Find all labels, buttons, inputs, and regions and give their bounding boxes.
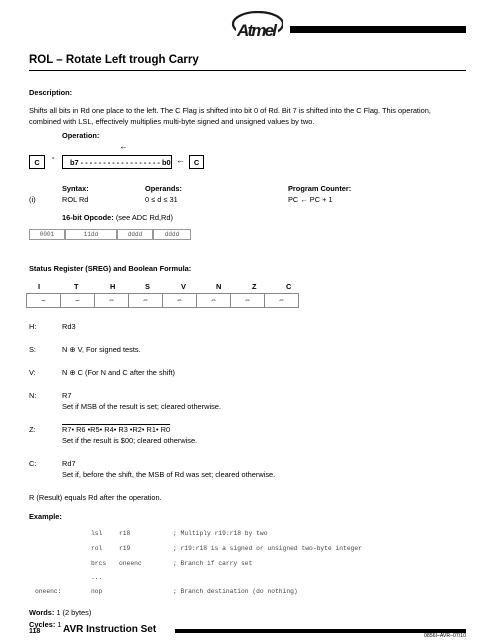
sreg-flag-label: V <box>181 282 186 291</box>
operation-carry-left <box>29 155 45 169</box>
opcode-cell: dddd <box>117 229 153 240</box>
sreg-value: ⇔ <box>231 294 265 307</box>
footer-page-number: 118 <box>29 628 41 635</box>
page-title: ROL – Rotate Left trough Carry <box>29 54 199 66</box>
sreg-flag-label: I <box>38 282 41 291</box>
example-label: oneenc: <box>35 588 62 595</box>
program-counter-value: PC ← PC + 1 <box>288 195 333 204</box>
description-line-1: Shifts all bits in Rd one place to the left. The C Flag is shifted into bit 0 of Rd. Bit 7 is shifted into the C Flag. This operation, <box>29 106 431 115</box>
footer-rule <box>175 629 466 633</box>
program-counter-heading: Program Counter: <box>288 184 352 193</box>
flag-z-formula: R7• R6 •R5• R4• R3 •R2• R1• R0 <box>62 425 171 434</box>
operands-heading: Operands: <box>145 184 182 193</box>
sreg-value: ⇔ <box>197 294 231 307</box>
title-rule <box>29 70 466 71</box>
flag-z-text-2: Set if the result is $00; cleared otherwise. <box>62 436 198 445</box>
sreg-flag-label: T <box>74 282 79 291</box>
opcode-heading: 16-bit Opcode: <box>62 213 114 222</box>
syntax-heading: Syntax: <box>62 184 89 193</box>
example-operand: r18 <box>119 530 131 537</box>
operation-heading: Operation: <box>62 131 100 140</box>
flag-n-text-2: Set if MSB of the result is set; cleared otherwise. <box>62 402 221 411</box>
flag-z-label: Z: <box>29 425 36 434</box>
description-heading: Description: <box>29 88 73 97</box>
cycles-value: 1 <box>57 620 62 629</box>
header-rule <box>290 26 466 33</box>
operation-bits-box <box>62 155 172 169</box>
description-line-2: combined with LSL, effectively multiplies multi-byte signed and unsigned values by two. <box>29 117 315 126</box>
flag-c-text-1: Rd7 <box>62 459 76 468</box>
flag-s-label: S: <box>29 345 36 354</box>
words-label: Words: <box>29 608 55 617</box>
carry-right-label: C <box>193 157 200 167</box>
operation-arrow-in: ← <box>176 155 185 165</box>
syntax-row-index: (i) <box>29 195 36 204</box>
example-comment: ; Branch if carry set <box>173 560 253 567</box>
words-value: 1 (2 bytes) <box>56 608 92 617</box>
cycles-label: Cycles: <box>29 620 56 629</box>
sreg-value: ⇔ <box>129 294 163 307</box>
flag-h-label: H: <box>29 322 37 331</box>
sreg-value: – <box>27 294 61 307</box>
flag-c-text-2: Set if, before the shift, the MSB of Rd was set; cleared otherwise. <box>62 470 276 479</box>
opcode-heading-row <box>62 213 173 222</box>
example-heading: Example: <box>29 512 62 521</box>
flag-n-label: N: <box>29 391 37 400</box>
example-operand: r19 <box>119 545 131 552</box>
result-note: R (Result) equals Rd after the operation. <box>29 493 162 502</box>
sreg-flag-label: N <box>216 282 222 291</box>
sreg-flag-label: C <box>286 282 292 291</box>
example-operand: oneenc <box>119 560 142 567</box>
bits-label: b7 - - - - - - - - - - - - - - - - - - b0 <box>70 157 171 167</box>
atmel-logo <box>231 11 283 44</box>
example-comment: ; r19:r18 is a signed or unsigned two-byte integer <box>173 545 362 552</box>
example-mnemonic: ... <box>91 574 103 581</box>
flag-n-text-1: R7 <box>62 391 72 400</box>
sreg-flag-label: S <box>145 282 150 291</box>
opcode-cell: dddd <box>153 229 191 240</box>
operands-value: 0 ≤ d ≤ 31 <box>145 195 178 204</box>
sreg-value: – <box>61 294 95 307</box>
sreg-heading: Status Register (SREG) and Boolean Formula: <box>29 264 192 273</box>
flag-v-text: N ⊕ C (For N and C after the shift) <box>62 368 175 377</box>
svg-text:Atmel: Atmel <box>237 21 277 40</box>
opcode-cell: 11dd <box>65 229 117 240</box>
example-mnemonic: nop <box>91 588 103 595</box>
operation-dash: - <box>52 153 55 162</box>
sreg-flag-label: H <box>110 282 116 291</box>
sreg-value: ⇔ <box>278 297 285 304</box>
example-comment: ; Branch destination (do nothing) <box>173 588 298 595</box>
syntax-value: ROL Rd <box>62 195 89 204</box>
example-mnemonic: brcs <box>91 560 107 567</box>
words-row <box>29 608 91 617</box>
footer-book-title: AVR Instruction Set <box>63 624 157 635</box>
sreg-value: ⇔ <box>95 294 129 307</box>
flag-s-text: N ⊕ V, For signed tests. <box>62 345 141 354</box>
atmel-logo-icon <box>231 11 283 44</box>
sreg-flag-label: Z <box>252 282 257 291</box>
flag-h-text: Rd3 <box>62 322 76 331</box>
opcode-note: (see ADC Rd,Rd) <box>115 213 173 222</box>
example-mnemonic: lsl <box>91 530 103 537</box>
sreg-value: ⇔ <box>163 294 197 307</box>
example-mnemonic: rol <box>91 545 103 552</box>
opcode-cell: 0001 <box>29 229 65 240</box>
flag-c-label: C: <box>29 459 37 468</box>
carry-left-label: C <box>34 157 40 167</box>
operation-arrow: ← <box>119 141 128 151</box>
example-comment: ; Multiply r19:r18 by two <box>173 530 268 537</box>
operation-carry-right <box>189 155 204 169</box>
flag-v-label: V: <box>29 368 36 377</box>
footer-doc-id: 0856I–AVR–07/10 <box>423 633 466 639</box>
